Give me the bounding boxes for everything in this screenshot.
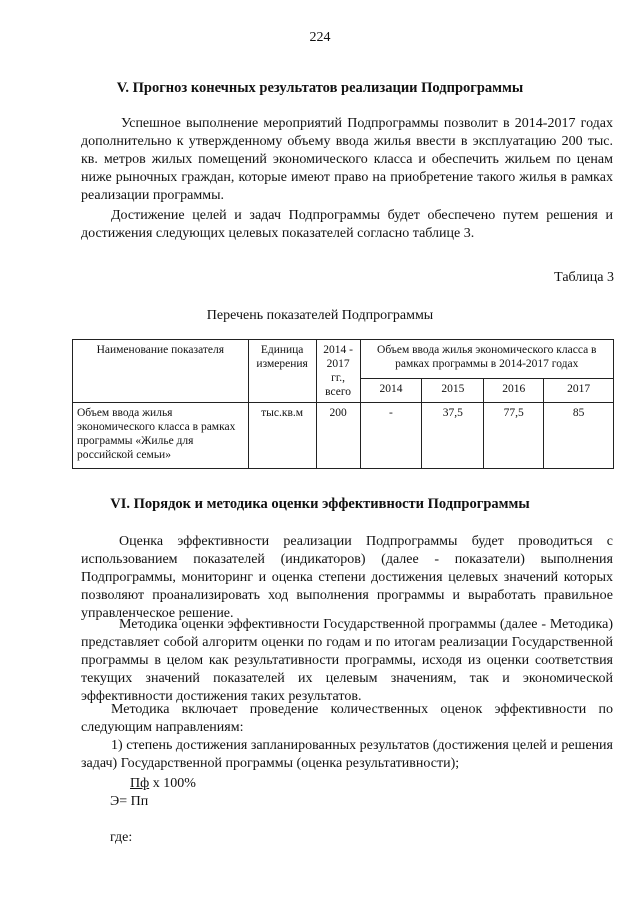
section-6-heading: VI. Порядок и методика оценки эффективности Подпрограммы	[110, 496, 530, 512]
formula-numerator: Пф	[130, 776, 150, 791]
table-title: Перечень показателей Подпрограммы	[206, 308, 434, 323]
header-name: Наименование показателя	[73, 340, 249, 403]
page-number: 224	[309, 30, 331, 45]
table-row	[73, 403, 614, 469]
row-value-2014: -	[360, 403, 422, 469]
row-value-2017: 85	[544, 403, 614, 469]
row-value-2015: 37,5	[422, 403, 484, 469]
row-value-2016: 77,5	[484, 403, 544, 469]
section-6-paragraph-3: Методика включает проведение количественных оценок эффективности по следующим направлениям:	[81, 702, 613, 735]
section-5-paragraph-2: Достижение целей и задач Подпрограммы будет обеспечено путем решения и достижения следующих целевых показателей согласно таблице 3.	[81, 208, 613, 241]
row-name: Объем ввода жилья экономического класса в рамках программы «Жилье для российской семьи»	[73, 403, 249, 469]
header-group: Объем ввода жилья экономического класса в рамках программы в 2014-2017 годах	[360, 340, 613, 379]
header-year-2016: 2016	[484, 379, 544, 403]
row-total: 200	[316, 403, 360, 469]
where-label: где:	[110, 830, 133, 845]
section-6-paragraph-2: Методика оценки эффективности Государственной программы (далее - Методика) представляет собой алгоритм оценки по годам и по итогам реализации Государственной программы в целом как результативности программы, исходя из оценки соответствия текущих значений показателей их целевым значениям, так и экономической эффективности достижения таких результатов.	[81, 617, 613, 704]
indicators-table	[72, 339, 614, 469]
section-5-heading: V. Прогноз конечных результатов реализации Подпрограммы	[116, 80, 524, 96]
row-unit: тыс.кв.м	[248, 403, 316, 469]
header-year-2015: 2015	[422, 379, 484, 403]
formula-lhs: Э= Пп	[110, 794, 149, 809]
section-6-paragraph-1: Оценка эффективности реализации Подпрограммы будет проводиться с использованием показателей (индикаторов) (далее - показатели) выполнения Подпрограммы, мониторинг и оценка степени достижения целевых значений которых позволяют проанализировать ход выполнения программы и выработать правильное управленческое решение.	[81, 534, 613, 621]
header-year-2017: 2017	[544, 379, 614, 403]
header-total: 2014 - 2017 гг., всего	[316, 340, 360, 403]
section-5-paragraph-1: Успешное выполнение мероприятий Подпрограммы позволит в 2014-2017 годах дополнительно к утвержденному объему ввода жилья ввести в эксплуатацию 200 тыс. кв. метров жилых помещений экономического класса и обеспечить жильем по ценам ниже рыночных граждан, которые имеют право на приобретение такого жилья в рамках реализации программы.	[81, 116, 613, 203]
header-year-2014: 2014	[360, 379, 422, 403]
formula-multiplier: x 100%	[152, 776, 196, 791]
header-unit: Единица измерения	[248, 340, 316, 403]
table-label: Таблица 3	[554, 270, 614, 285]
formula-numerator-line	[130, 776, 196, 792]
table-header-row	[73, 340, 614, 379]
section-6-paragraph-4: 1) степень достижения запланированных результатов (достижения целей и решения задач) Государственной программы (оценка результативности);	[81, 738, 613, 771]
